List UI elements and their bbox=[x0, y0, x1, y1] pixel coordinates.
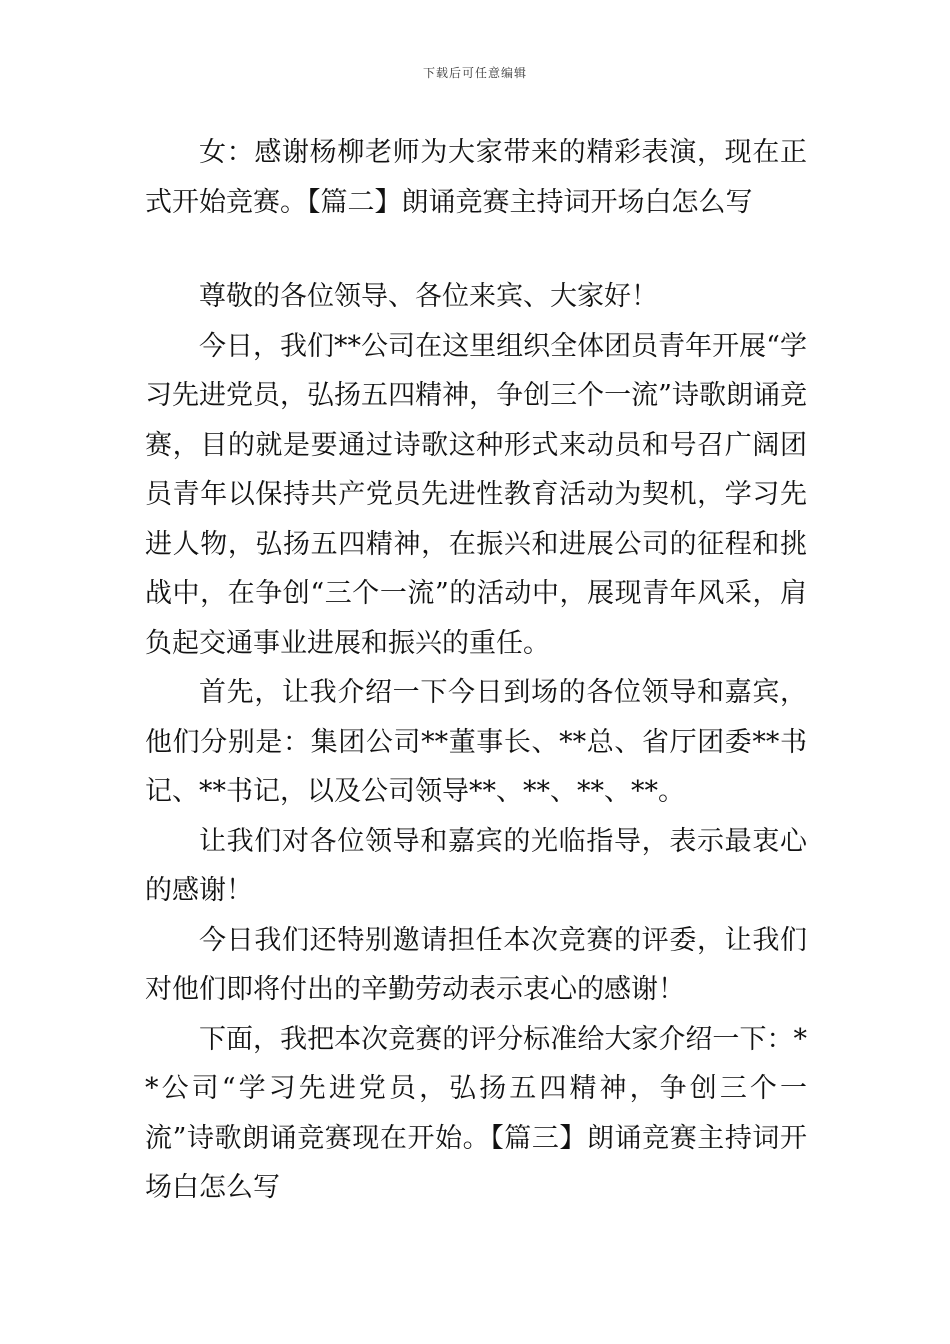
paragraph-6: 今日我们还特别邀请担任本次竞赛的评委，让我们对他们即将付出的辛勤劳动表示衷心的感谢！ bbox=[145, 924, 807, 1005]
paragraph-2: 尊敬的各位领导、各位来宾、大家好！ bbox=[199, 281, 658, 312]
paragraph-5: 让我们对各位领导和嘉宾的光临指导，表示最衷心的感谢！ bbox=[145, 825, 807, 906]
paragraph-3: 今日，我们**公司在这里组织全体团员青年开展“学习先进党员，弘扬五四精神，争创三个一流”诗歌朗诵竞赛，目的就是要通过诗歌这种形式来动员和号召广阔团员青年以保持共产党员先进性教育活动为契机，学习先进人物，弘扬五四精神，在振兴和进展公司的征程和挑战中，在争创“三个一流”的活动中，展现青年风采，肩负起交通事业进展和振兴的重任。 bbox=[145, 330, 807, 659]
paragraph-7: 下面，我把本次竞赛的评分标准给大家介绍一下：**公司“学习先进党员，弘扬五四精神，争创三个一流”诗歌朗诵竞赛现在开始。【篇三】朗诵竞赛主持词开场白怎么写 bbox=[145, 1023, 807, 1203]
page-header-note: 下载后可任意编辑 bbox=[422, 66, 527, 80]
document-body bbox=[145, 128, 807, 1213]
paragraph-4: 首先，让我介绍一下今日到场的各位领导和嘉宾，他们分别是：集团公司**董事长、**总、省厅团委**书记、**书记，以及公司领导**、**、**、**。 bbox=[145, 677, 807, 807]
paragraph-1: 女：感谢杨柳老师为大家带来的精彩表演，现在正式开始竞赛。【篇二】朗诵竞赛主持词开场白怎么写 bbox=[145, 137, 807, 218]
section-gap bbox=[145, 227, 807, 272]
